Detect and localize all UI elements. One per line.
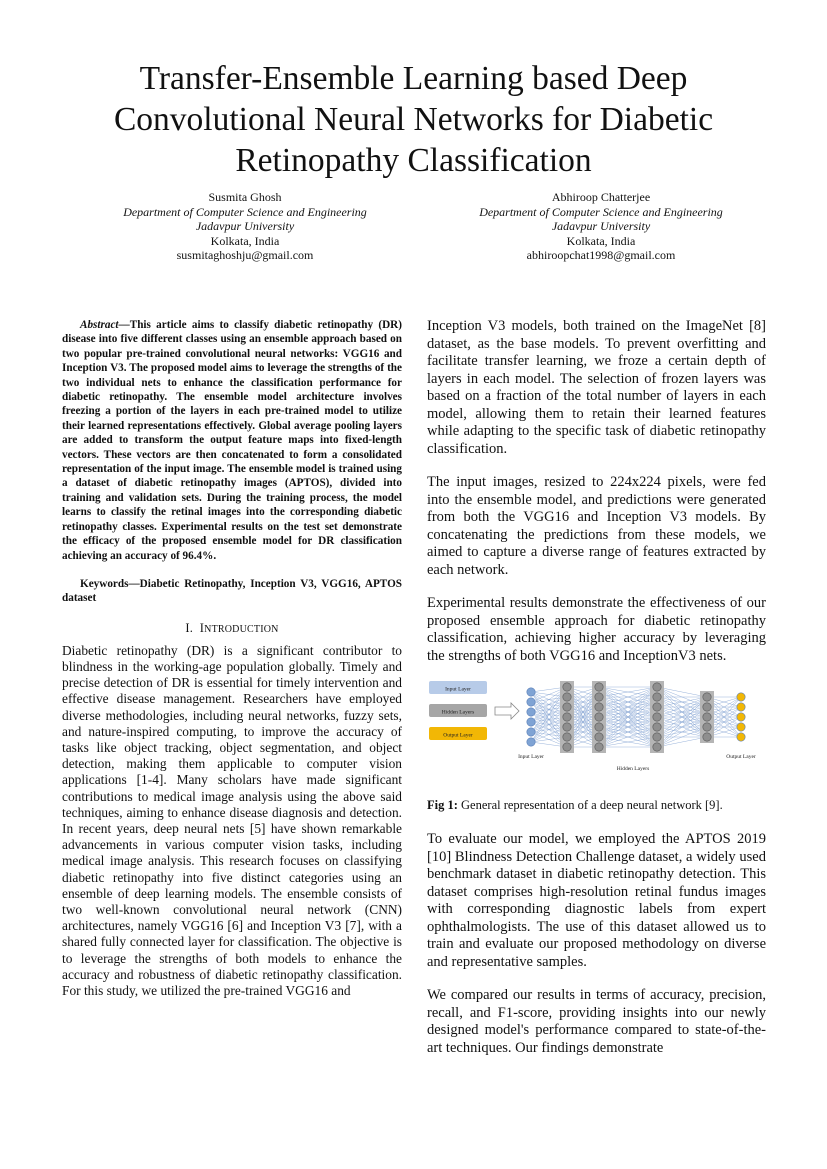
- output-node: [737, 703, 745, 711]
- output-node: [737, 723, 745, 731]
- figure-neural-network: [427, 673, 766, 785]
- neural-network-diagram: [427, 673, 766, 785]
- author-block-2: [436, 190, 766, 263]
- author-department: Department of Computer Science and Engineering: [123, 204, 367, 219]
- hidden-node: [595, 743, 603, 751]
- hidden-layers-label: Hidden Layers: [616, 766, 650, 772]
- output-node: [737, 733, 745, 741]
- abstract-text: —This article aims to classify diabetic retinopathy (DR) disease into five different classes using an ensemble approach based on two popular pre-trained convolutional neural networks: VGG16 and Inception V3. The proposed model aims to leverage the strengths of the two individual nets to enhance the classification performance for diabetic retinopathy. The ensemble model architecture involves freezing a portion of the layers in each pre-trained model to utilize their learned representations effectively. Global average pooling layers are added to transform the output feature maps into fixed-length vectors. These vectors are then concatenated to form a consolidated representation of the input image. The ensemble model is trained using a dataset of diabetic retinopathy images (APTOS), divided into training and validation sets. During the training process, the model learns to classify the retinal images into the corresponding diabetic retinopathy classes. Experimental results on the test set demonstrate the efficacy of the proposed ensemble model for DR classification achieving an accuracy of 96.4%.: [62, 319, 402, 562]
- abstract-lead: Abstract: [80, 319, 119, 331]
- output-node: [737, 713, 745, 721]
- legend-input-label: Input Layer: [445, 686, 471, 693]
- hidden-node: [595, 683, 603, 691]
- hidden-node: [653, 703, 661, 711]
- introduction-text: Diabetic retinopathy (DR) is a significant contributor to blindness in the working-age population globally. Timely and precise detection of DR is essential for timely intervention and effective disease management. Researchers have employed diverse methodologies, including neural networks, fuzzy sets, and nature-inspired computing, to improve the accuracy of tasks like object tracking, object segmentation, and object detection, making them applicable to computer vision applications [1-4]. Many scholars have made significant contributions to medical image analysis using the above said techniques, aiming to enhance disease diagnosis and detection. In recent years, deep neural nets [5] have shown remarkable advancements in various computer vision tasks, including medical image analysis. This research focuses on classifying diabetic retinopathy into five distinct categories using an ensemble of deep learning models. The ensemble consists of two well-known convolutional neural network (CNN) architectures, namely VGG16 [6] and Inception V3 [7], with a shared fully connected layer for classification. The objective is to leverage the strengths of both models to enhance the accuracy and robustness of diabetic retinopathy classification. For this study, we utilized the pre-trained VGG16 and: [62, 642, 402, 998]
- input-node: [527, 728, 535, 736]
- input-node: [527, 688, 535, 696]
- author-block-1: [80, 190, 410, 263]
- input-node: [527, 708, 535, 716]
- paper-title: Transfer-Ensemble Learning based Deep Convolutional Neural Networks for Diabetic Retinopathy Classification: [113, 60, 714, 179]
- paragraph: We compared our results in terms of accuracy, precision, recall, and F1-score, providing insights into our newly designed model's performance compared to state-of-the-art techniques. Our findings demonstrate: [427, 987, 766, 1056]
- network-edge: [657, 697, 707, 747]
- keywords: Keywords—Diabetic Retinopathy, Inception V3, VGG16, APTOS dataset: [62, 577, 402, 605]
- hidden-node: [653, 733, 661, 741]
- hidden-node: [653, 743, 661, 751]
- hidden-node: [653, 713, 661, 721]
- author-name: Abhiroop Chatterjee: [551, 190, 651, 204]
- hidden-node: [563, 693, 571, 701]
- author-location: Kolkata, India: [210, 233, 280, 248]
- caption-label: Fig 1:: [427, 798, 458, 812]
- legend-hidden-label: Hidden Layers: [441, 709, 475, 716]
- hidden-node: [653, 723, 661, 731]
- arrow-icon: [495, 703, 519, 719]
- legend-output-label: Output Layer: [443, 732, 473, 739]
- input-layer-label: Input Layer: [518, 754, 544, 760]
- input-node: [527, 698, 535, 706]
- author-location: Kolkata, India: [566, 233, 636, 248]
- paragraph: Experimental results demonstrate the effectiveness of our proposed ensemble approach for diabetic retinopathy classification, achieving higher accuracy by leveraging the strengths of both VGG16 and InceptionV3 nets.: [427, 595, 766, 664]
- section-title-rest: NTRODUCTION: [204, 623, 279, 635]
- network-edge: [657, 717, 707, 747]
- author-name: Susmita Ghosh: [208, 190, 282, 204]
- figure-caption: [427, 797, 766, 813]
- hidden-node: [563, 703, 571, 711]
- hidden-node: [703, 713, 711, 721]
- input-node: [527, 738, 535, 746]
- left-column: [62, 318, 402, 999]
- hidden-node: [595, 713, 603, 721]
- hidden-node: [563, 683, 571, 691]
- author-university: Jadavpur University: [195, 219, 295, 233]
- author-email: abhiroopchat1998@gmail.com: [526, 248, 676, 262]
- hidden-node: [595, 723, 603, 731]
- paragraph: To evaluate our model, we employed the APTOS 2019 [10] Blindness Detection Challenge dataset, a widely used benchmark dataset in diabetic retinopathy detection. This dataset comprises high-resolution retinal fundus images with corresponding diagnostic labels from expert ophthalmologists. The use of this dataset allowed us to train and evaluate our proposed methodology on diverse and representative samples.: [427, 831, 766, 970]
- hidden-node: [703, 693, 711, 701]
- caption-text: General representation of a deep neural network [9].: [457, 798, 723, 812]
- hidden-node: [563, 723, 571, 731]
- hidden-node: [563, 743, 571, 751]
- abstract: [62, 318, 402, 563]
- section-title-first-letter: I: [199, 620, 205, 635]
- legend: [429, 681, 487, 740]
- author-email: susmitaghoshju@gmail.com: [176, 248, 314, 262]
- network-edge: [657, 737, 707, 747]
- author-university: Jadavpur University: [551, 219, 651, 233]
- hidden-node: [703, 733, 711, 741]
- hidden-node: [595, 703, 603, 711]
- author-department: Department of Computer Science and Engineering: [479, 204, 723, 219]
- section-heading-introduction: [62, 621, 402, 636]
- paragraph: Inception V3 models, both trained on the ImageNet [8] dataset, as the base models. To prevent overfitting and facilitate transfer learning, we froze a certain depth of layers in each model. The selection of frozen layers was based on a fraction of the total number of layers in each model, allowing them to retain their learned features while adapting to the specific task of diabetic retinopathy classification.: [427, 318, 766, 457]
- hidden-node: [563, 713, 571, 721]
- hidden-node: [595, 733, 603, 741]
- right-column: [427, 318, 766, 1073]
- hidden-node: [703, 703, 711, 711]
- input-node: [527, 718, 535, 726]
- hidden-node: [563, 733, 571, 741]
- hidden-node: [653, 683, 661, 691]
- paragraph: The input images, resized to 224x224 pixels, were fed into the ensemble model, and predictions were generated from both the VGG16 and Inception V3 models. By concatenating the predictions from these models, we aimed to capture a diverse range of features extracted by each network.: [427, 474, 766, 578]
- network-edge: [657, 687, 707, 697]
- hidden-node: [595, 693, 603, 701]
- output-node: [737, 693, 745, 701]
- section-number: I.: [185, 620, 194, 635]
- hidden-node: [653, 693, 661, 701]
- hidden-node: [703, 723, 711, 731]
- output-layer-label: Output Layer: [726, 754, 756, 760]
